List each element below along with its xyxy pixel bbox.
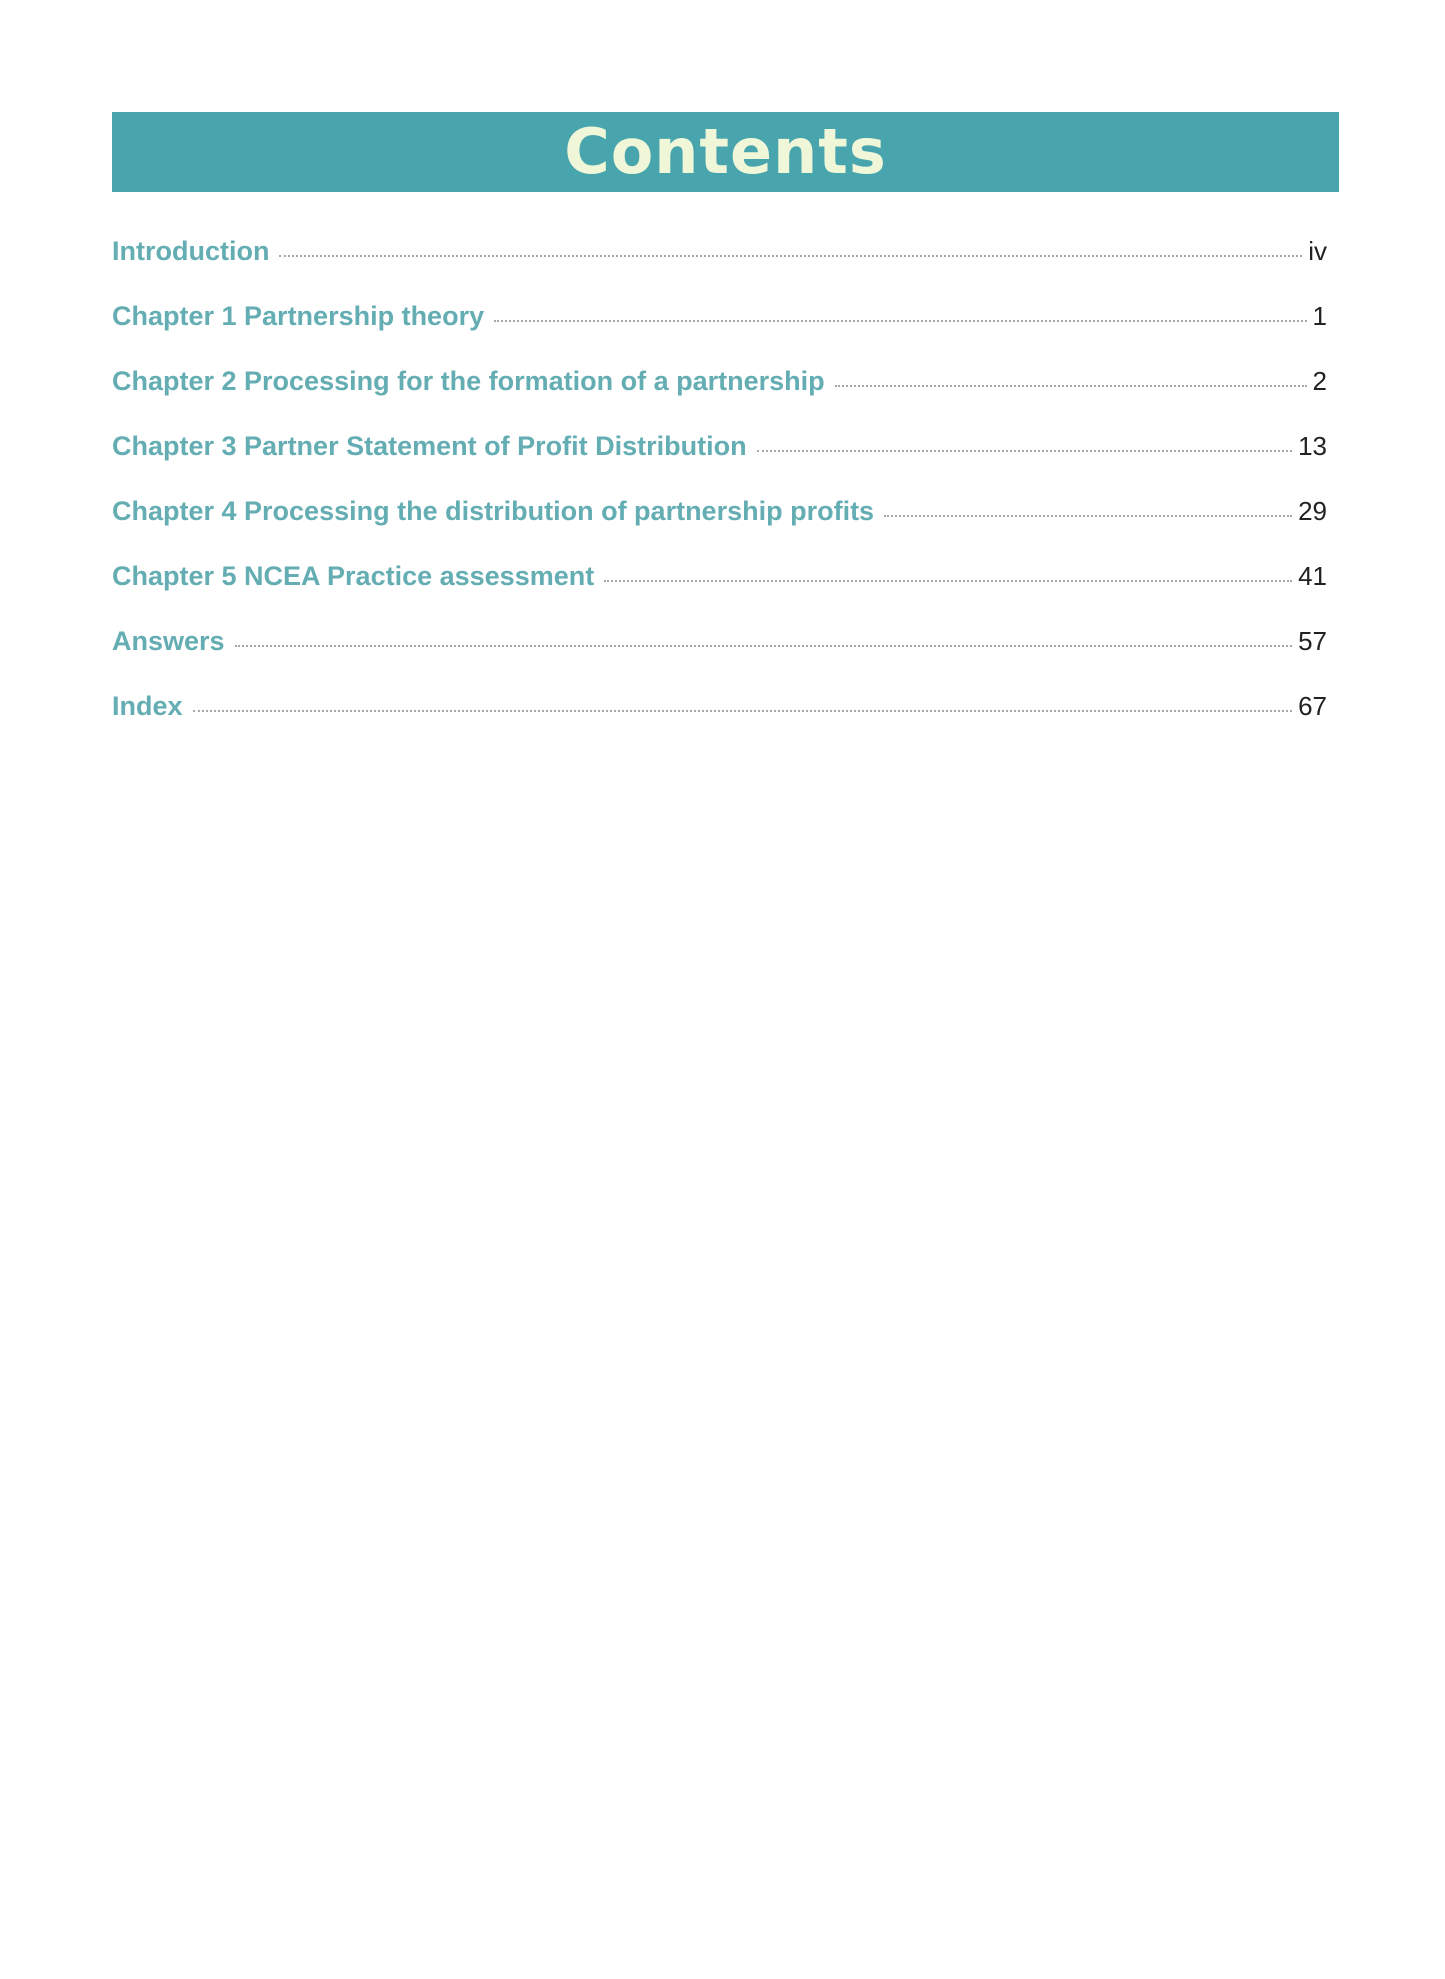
dot-leader (757, 450, 1293, 452)
toc-entry-chapter-5[interactable] (112, 561, 1327, 626)
dot-leader (884, 515, 1292, 517)
toc-page-number: 41 (1298, 561, 1327, 591)
toc-entry-label: Answers (112, 626, 225, 656)
toc-entry-label: Chapter 2 Processing for the formation of a partnership (112, 366, 825, 396)
dot-leader (494, 320, 1306, 322)
toc-entry-label: Chapter 1 Partnership theory (112, 301, 485, 331)
toc-page-number: 13 (1298, 431, 1327, 461)
toc-entry-label: Introduction (112, 236, 270, 266)
contents-banner (112, 112, 1339, 192)
toc-page-number: 67 (1298, 691, 1327, 721)
dot-leader (604, 580, 1292, 582)
toc-entry-introduction[interactable] (112, 236, 1327, 301)
toc-entry-answers[interactable] (112, 626, 1327, 691)
toc-entry-chapter-3[interactable] (112, 431, 1327, 496)
table-of-contents (112, 236, 1327, 756)
toc-entry-chapter-2[interactable] (112, 366, 1327, 431)
toc-entry-chapter-1[interactable] (112, 301, 1327, 366)
toc-entry-label: Index (112, 691, 183, 721)
page-title: Contents (564, 115, 887, 188)
toc-entry-label: Chapter 5 NCEA Practice assessment (112, 561, 595, 591)
dot-leader (835, 385, 1307, 387)
dot-leader (235, 645, 1293, 647)
dot-leader (279, 255, 1302, 257)
toc-entry-label: Chapter 3 Partner Statement of Profit Distribution (112, 431, 747, 461)
toc-page-number: 29 (1298, 496, 1327, 526)
toc-entry-index[interactable] (112, 691, 1327, 756)
toc-page-number: iv (1308, 236, 1327, 266)
dot-leader (193, 710, 1293, 712)
toc-page-number: 57 (1298, 626, 1327, 656)
toc-entry-label: Chapter 4 Processing the distribution of partnership profits (112, 496, 875, 526)
toc-page-number: 2 (1312, 366, 1327, 396)
toc-entry-chapter-4[interactable] (112, 496, 1327, 561)
toc-page-number: 1 (1312, 301, 1327, 331)
